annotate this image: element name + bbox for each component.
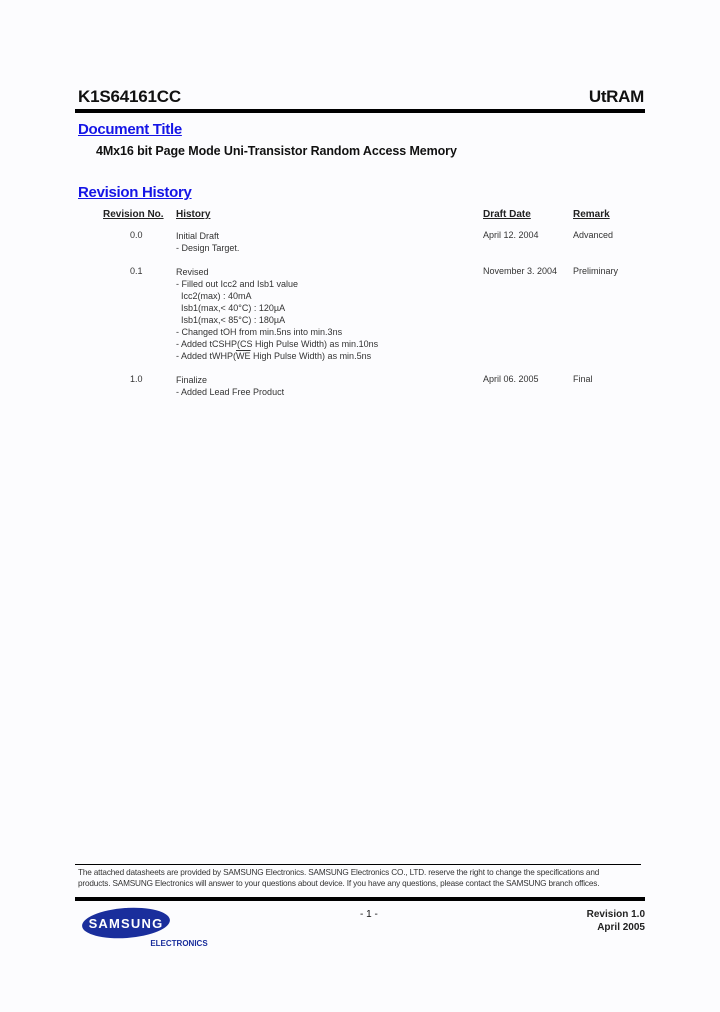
document-subtitle: 4Mx16 bit Page Mode Uni-Transistor Random Access Memory bbox=[96, 144, 457, 158]
history-line: Isb1(max,< 40°C) : 120µA bbox=[181, 303, 286, 313]
disclaimer-line: The attached datasheets are provided by SAMSUNG Electronics. SAMSUNG Electronics CO., LTD. reserve the right to change the specifications and bbox=[78, 868, 600, 877]
draft-date: November 3. 2004 bbox=[483, 266, 558, 276]
history-line: Initial Draft bbox=[176, 231, 220, 241]
page-number: - 1 - bbox=[360, 909, 378, 920]
revision-date: April 2005 bbox=[597, 922, 645, 933]
disclaimer bbox=[78, 867, 648, 889]
history-line: - Added tCSHP(CS High Pulse Width) as min.10ns bbox=[176, 339, 379, 349]
document-title-heading: Document Title bbox=[78, 121, 182, 138]
part-number: K1S64161CC bbox=[78, 87, 181, 106]
revision-number: 1.0 bbox=[130, 374, 143, 384]
history-line: Finalize bbox=[176, 375, 208, 385]
samsung-logo bbox=[82, 906, 212, 950]
revision-info bbox=[587, 908, 645, 934]
remark: Advanced bbox=[573, 230, 614, 240]
product-family: UtRAM bbox=[588, 87, 644, 106]
column-header-revision-no: Revision No. bbox=[103, 209, 164, 220]
history-fragment: High Pulse Width) as min.5ns bbox=[250, 351, 372, 361]
history-fragment: - Added tWHP( bbox=[176, 351, 237, 361]
history-fragment-overline: $\overline{WE}$ bbox=[236, 351, 251, 361]
history-line bbox=[176, 350, 378, 362]
disclaimer-line: products. SAMSUNG Electronics will answer to your questions about device. If you have any questions, please contact the SAMSUNG branch offices. bbox=[78, 879, 600, 888]
column-header-remark: Remark bbox=[573, 209, 610, 220]
column-header-draft-date: Draft Date bbox=[483, 209, 531, 220]
svg-text:SAMSUNG: SAMSUNG bbox=[88, 916, 164, 931]
revision-label: Revision 1.0 bbox=[586, 909, 645, 920]
footer-divider bbox=[75, 864, 641, 865]
history-line: Revised bbox=[176, 267, 209, 277]
revision-history-heading: Revision History bbox=[78, 184, 192, 201]
revision-history-text bbox=[176, 266, 378, 362]
footer-rule bbox=[75, 897, 645, 901]
revision-history-text bbox=[176, 374, 284, 398]
svg-text:ELECTRONICS: ELECTRONICS bbox=[150, 939, 208, 948]
column-header-history: History bbox=[176, 209, 211, 220]
revision-number: 0.0 bbox=[130, 230, 143, 240]
history-line: - Changed tOH from min.5ns into min.3ns bbox=[176, 327, 343, 337]
remark: Final bbox=[573, 374, 593, 384]
history-line: Icc2(max) : 40mA bbox=[181, 291, 252, 301]
revision-history-text bbox=[176, 230, 239, 254]
draft-date: April 06. 2005 bbox=[483, 374, 539, 384]
history-line: - Added Lead Free Product bbox=[176, 387, 285, 397]
history-line: Isb1(max,< 85°C) : 180µA bbox=[181, 315, 286, 325]
history-line: - Design Target. bbox=[176, 243, 240, 253]
history-line: - Filled out Icc2 and Isb1 value bbox=[176, 279, 299, 289]
draft-date: April 12. 2004 bbox=[483, 230, 539, 240]
remark: Preliminary bbox=[573, 266, 619, 276]
revision-number: 0.1 bbox=[130, 266, 143, 276]
header-rule bbox=[75, 109, 645, 113]
